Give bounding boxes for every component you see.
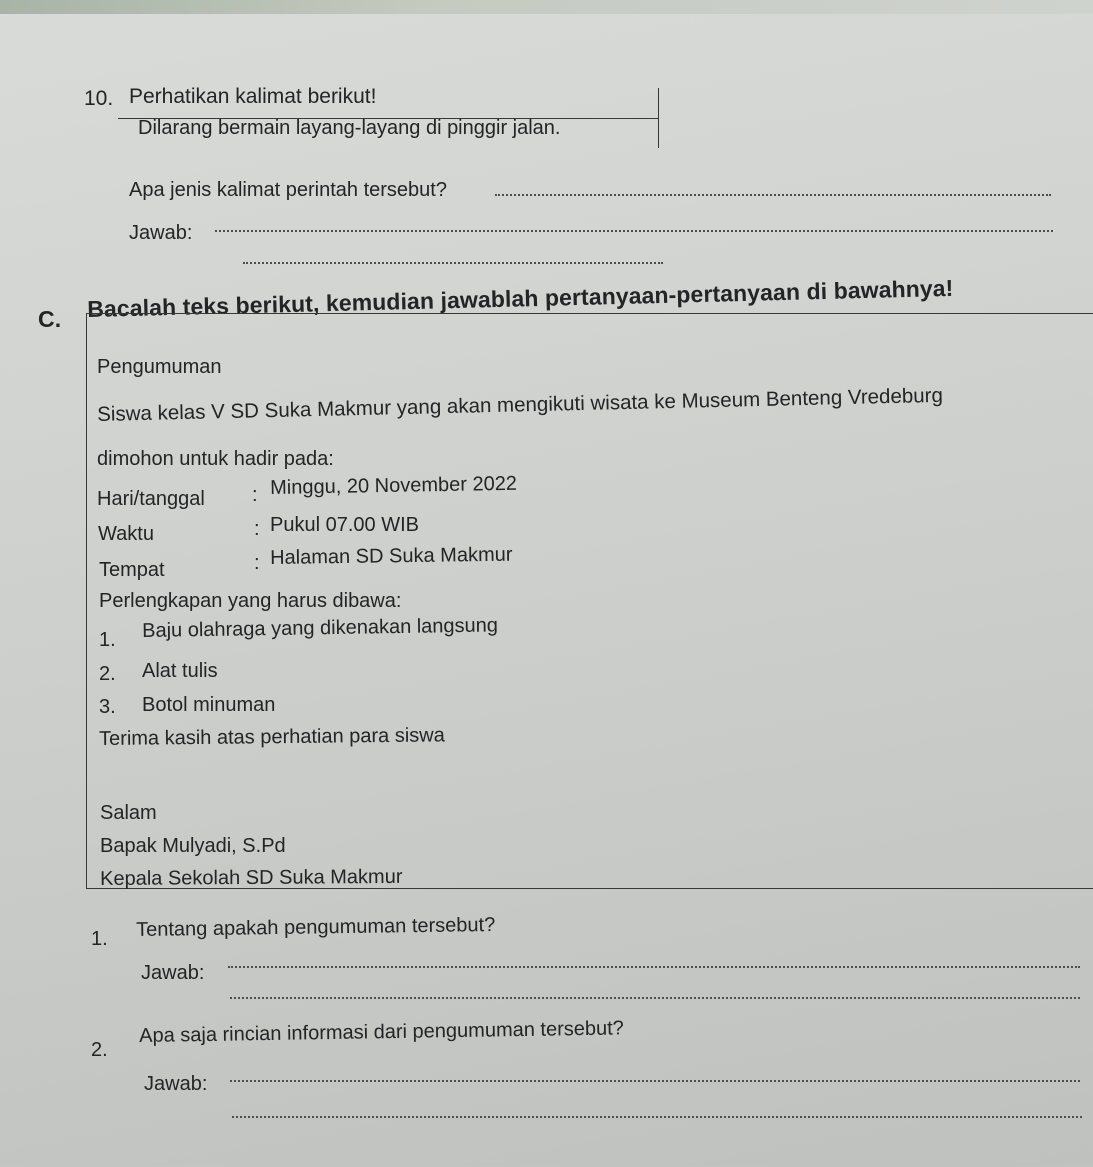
question-1-answer-line-1[interactable] [228,966,1080,968]
question-1-text: Tentang apakah pengumuman tersebut? [135,913,496,941]
detail-date-value: Minggu, 20 November 2022 [269,472,518,499]
equipment-3-number: 3. [99,696,116,718]
detail-date-label: Hari/tanggal [97,488,205,510]
q10-sentence-box-side [658,88,659,148]
question-1-answer-label: Jawab: [141,962,205,984]
equipment-1-text: Baju olahraga yang dikenakan langsung [141,614,499,642]
notice-thanks: Terima kasih atas perhatian para siswa [98,724,445,750]
detail-time-sep: : [254,518,260,540]
q10-answer-label: Jawab: [129,222,193,244]
question-2-answer-label: Jawab: [144,1073,208,1095]
equipment-3-text: Botol minuman [142,694,276,716]
q10-sentence: Dilarang bermain layang-layang di pinggir jalan. [138,117,561,139]
q10-question: Apa jenis kalimat perintah tersebut? [129,179,447,201]
question-2-number: 2. [91,1039,108,1061]
detail-date-sep: : [252,484,258,506]
notice-signer-title: Kepala Sekolah SD Suka Makmur [99,865,403,890]
question-1-number: 1. [91,928,108,950]
q10-answer-line-1[interactable] [495,194,1051,196]
page-top-edge [0,0,1093,14]
equipment-2-text: Alat tulis [142,660,218,682]
notice-intro-line-1: Siswa kelas V SD Suka Makmur yang akan mengikuti wisata ke Museum Benteng Vredeburg [96,383,944,426]
notice-signer-name: Bapak Mulyadi, S.Pd [100,835,286,857]
q10-title: Perhatikan kalimat berikut! [129,85,377,108]
notice-intro-line-2: dimohon untuk hadir pada: [97,448,334,470]
detail-place-value: Halaman SD Suka Makmur [269,543,513,569]
detail-place-label: Tempat [99,559,165,581]
q10-answer-line-3[interactable] [243,262,663,264]
question-1-answer-line-2[interactable] [230,997,1080,999]
detail-time-value: Pukul 07.00 WIB [270,514,419,536]
question-2-answer-line-2[interactable] [232,1116,1082,1118]
detail-time-label: Waktu [98,523,154,545]
section-c-instruction: Bacalah teks berikut, kemudian jawablah pertanyaan-pertanyaan di bawahnya! [86,274,954,322]
equipment-2-number: 2. [99,663,116,685]
notice-closing: Salam [100,802,157,824]
q10-number: 10. [84,87,114,110]
q10-answer-line-2[interactable] [215,230,1053,232]
question-2-text: Apa saja rincian informasi dari pengumuman tersebut? [138,1017,624,1047]
detail-place-sep: : [254,552,260,574]
section-c-letter: C. [38,306,62,332]
equipment-heading: Perlengkapan yang harus dibawa: [99,590,402,612]
notice-heading: Pengumuman [97,356,222,378]
question-2-answer-line-1[interactable] [230,1080,1080,1082]
equipment-1-number: 1. [99,629,116,651]
